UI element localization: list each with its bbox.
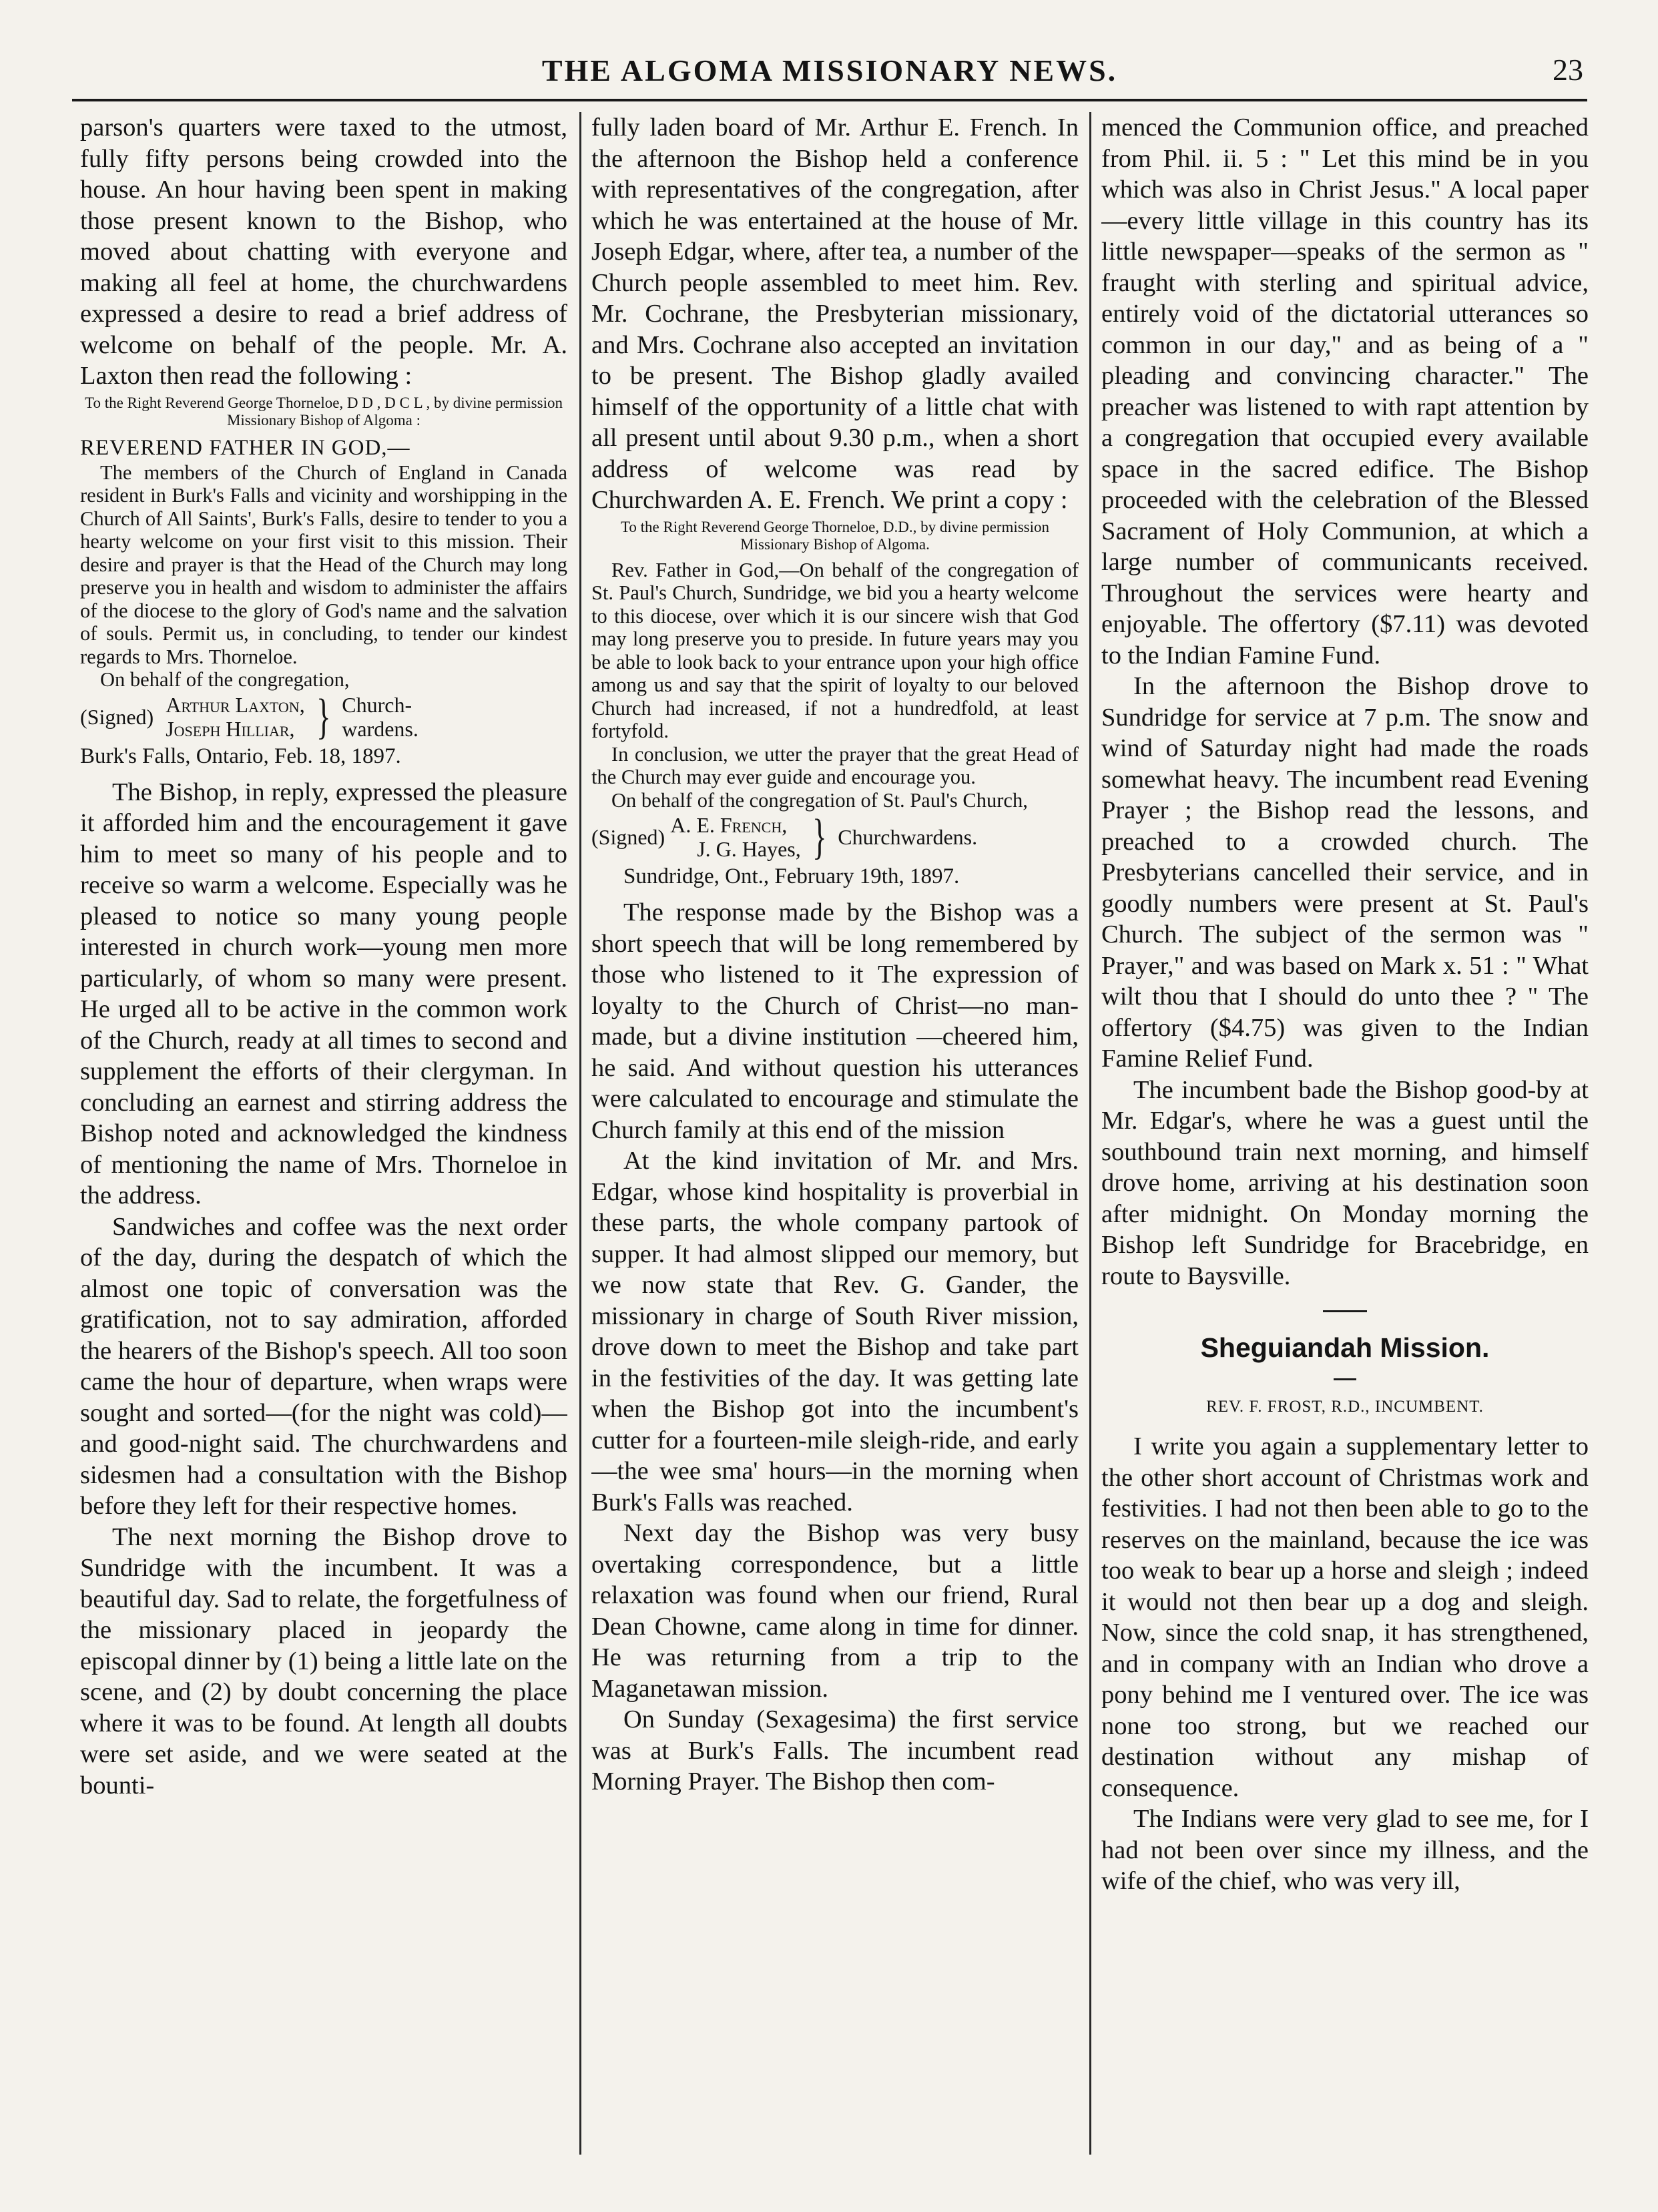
paragraph: The Bishop, in reply, expressed the pleasure it afforded him and the encouragement it gave him to meet so many of his people and to receive so warm a welcome. Especially was he pleased to notice so many young people interested in church work—young men more particularly, of whom so many were present. He urged all to be active in the common work of the Church, ready at all times to second and supplement the efforts of their clergyman. In concluding an earnest and stirring address the Bishop noted and acknowledged the kindness of mentioning the name of Mrs. Thorneloe in the address. [80,778,567,1209]
signer-role [342,693,419,741]
column-2 [591,112,1079,2141]
section-heading: Sheguiandah Mission. [1200,1332,1490,1363]
address-text: In conclusion, we utter the prayer that the great Head of the Church may ever guide and encourage you. [591,742,1079,788]
section-divider [1323,1310,1367,1312]
signer-role: Churchwardens. [838,825,978,849]
address-heading: To the Right Reverend George Thorneloe, D D , D C L , by divine permission Missionary Bishop of Algoma : [85,394,563,429]
paragraph: menced the Communion office, and preached from Phil. ii. 5 : " Let this mind be in you which was also in Christ Jesus." A local paper—every little village in this country has its little newspaper—speaks of the sermon as " fraught with sterling and spiritual advice, entirely void of the dictatorial utterances so common in our day," and as being of a " pleading and convincing character." The preacher was listened to with rapt attention by a congregation that occupied every available space in the sacred edifice. The Bishop proceeded with the celebration of the Blessed Sacrament of Holy Communion, at which a large number of communicants received. Throughout the services were hearty and enjoyable. The offertory ($7.11) was devoted to the Indian Famine Fund. [1101,113,1589,669]
paragraph: In the afternoon the Bishop drove to Sundridge for service at 7 p.m. The snow and wind of Saturday night had made the roads somewhat heavy. The incumbent read Evening Prayer ; the Bishop read the lessons, and preached to a crowded church. The Presbyterians cancelled their service, and in goodly numbers were present at St. Paul's Church. The subject of the sermon was " Prayer," and was based on Mark x. 51 : " What wilt thou that I should do unto thee ? " The offertory ($4.75) was given to the Indian Famine Relief Fund. [1101,672,1589,1073]
signature-block [80,689,567,744]
page-number: 23 [1553,53,1583,87]
brace-glyph: } [316,689,331,744]
brace-glyph: } [812,810,827,864]
column-rule-left [579,112,581,2155]
column-1 [80,112,567,2141]
dateline: Sundridge, Ont., February 19th, 1897. [623,864,960,888]
signer-name: Joseph Hilliar, [166,716,295,741]
role-line: wardens. [342,716,419,741]
signer-name: J. G. Hayes, [697,837,801,861]
signer-name: A. E. French, [670,813,788,837]
salutation: REVEREND FATHER IN GOD,— [80,435,410,460]
signer-names [166,693,305,741]
signature-block [591,810,1079,864]
address-heading: To the Right Reverend George Thorneloe, D.D., by divine permission Missionary Bishop of Algoma. [620,518,1050,553]
paragraph: I write you again a supplementary letter to the other short account of Christmas work and festivities. I had not then been able to go to the reserves on the mainland, because the ice was too weak to bear up a horse and sleigh ; indeed it would not then bear up a dog and sleigh. Now, since the cold snap, it has strengthened, and in company with an Indian who drove a pony behind me I ventured over. The ice was none too strong, but we reached our destination without any mishap of consequence. [1101,1432,1589,1802]
address-text: The members of the Church of England in Canada resident in Burk's Falls and vicinity and worshipping in the Church of All Saints', Burk's Falls, desire to tender to you a hearty welcome on your first visit to this mission. Their desire and prayer is that the Head of the Church may long preserve you in health and wisdom to administer the affairs of the diocese to the glory of God's name and the salvation of souls. Permit us, in concluding, to tender our kindest regards to Mrs. Thorneloe. [80,461,567,668]
dateline: Burk's Falls, Ontario, Feb. 18, 1897. [80,744,401,768]
paragraph: The incumbent bade the Bishop good-by at Mr. Edgar's, where he was a guest until the southbound train next morning, and himself drove home, arriving at his destination soon after midnight. On Monday morning the Bishop left Sundridge for Bracebridge, en route to Baysville. [1101,1075,1589,1290]
signer-name: Arthur Laxton, [166,692,305,717]
signed-label: (Signed) [591,825,665,849]
role-line: Church- [342,692,412,717]
paragraph: Next day the Bishop was very busy overtaking correspondence, but a little relaxation was found when our friend, Rural Dean Chowne, came along in time for dinner. He was returning from a trip to the Maganetawan mission. [591,1519,1079,1703]
paragraph: The response made by the Bishop was a short speech that will be long remembered by those who listened to it The expression of loyalty to the Church of Christ—no man-made, but a divine institution —cheered him, he said. And without question his utterances were calculated to encourage and stimulate the Church family at this end of the mission [591,898,1079,1144]
on-behalf-line: On behalf of the congregation, [100,668,350,691]
paragraph: On Sunday (Sexagesima) the first service was at Burk's Falls. The incumbent read Morning Prayer. The Bishop then com- [591,1705,1079,1795]
byline: REV. F. FROST, R.D., INCUMBENT. [1206,1398,1484,1416]
paragraph: fully laden board of Mr. Arthur E. French. In the afternoon the Bishop held a conference with representatives of the congregation, after which he was entertained at the house of Mr. Joseph Edgar, where, after tea, a number of the Church people assembled to meet him. Rev. Mr. Cochrane, the Presbyterian missionary, and Mrs. Cochrane also accepted an invitation to be present. The Bishop gladly availed himself of the opportunity of a little chat with all present until about 9.30 p.m., when a short address of welcome was read by Churchwarden A. E. French. We print a copy : [591,113,1079,514]
page-header [72,41,1587,101]
newspaper-title: THE ALGOMA MISSIONARY NEWS. [541,53,1118,87]
address-text: Rev. Father in God,—On behalf of the congregation of St. Paul's Church, Sundridge, we bid you a hearty welcome to this diocese, over which it is our sincere wish that God may long preserve you to preside. In future years may you be able to look back to your entrance upon your high office among us and say that the spirit of loyalty to our beloved Church had increased, if not a hundredfold, at least fortyfold. [591,558,1079,742]
signer-names [670,813,801,861]
paragraph: Sandwiches and coffee was the next order of the day, during the despatch of which the almost one topic of conversation was the gratification, not to say admiration, afforded the hearers of the Bishop's speech. All too soon came the hour of departure, when wraps were sought and sorted—(for the night was cold)—and good-night said. The churchwardens and sidesmen had a consultation with the Bishop before they left for their respective homes. [80,1212,567,1520]
heading-dash [1334,1378,1356,1380]
paragraph: At the kind invitation of Mr. and Mrs. Edgar, whose kind hospitality is proverbial in these parts, the whole company partook of supper. It had almost slipped our memory, but we now state that Rev. G. Gander, the missionary in charge of South River mission, drove down to meet the Bishop and take part in the festivities of the day. It was getting late when the Bishop got into the incumbent's cutter for a fourteen-mile sleigh-ride, and early—the wee sma' hours—in the morning when Burk's Falls was reached. [591,1147,1079,1516]
signed-label: (Signed) [80,704,154,729]
column-rule-right [1089,112,1091,2155]
paragraph: The Indians were very glad to see me, for I had not been over since my illness, and the wife of the chief, who was very ill, [1101,1805,1589,1895]
paragraph: The next morning the Bishop drove to Sundridge with the incumbent. It was a beautiful day. Sad to relate, the forgetfulness of the missionary placed in jeopardy the episcopal dinner by (1) being a little late on the scene, and (2) by doubt concerning the place where it was to be found. At length all doubts were set aside, and we were seated at the bounti- [80,1523,567,1800]
on-behalf-line: On behalf of the congregation of St. Paul's Church, [611,788,1028,812]
paragraph: parson's quarters were taxed to the utmost, fully fifty persons being crowded into the house. An hour having been spent in making those present known to the Bishop, who moved about chatting with everyone and making all feel at home, the churchwardens expressed a desire to read a brief address of welcome on behalf of the people. Mr. A. Laxton then read the following : [80,113,567,390]
column-3 [1101,112,1589,2141]
